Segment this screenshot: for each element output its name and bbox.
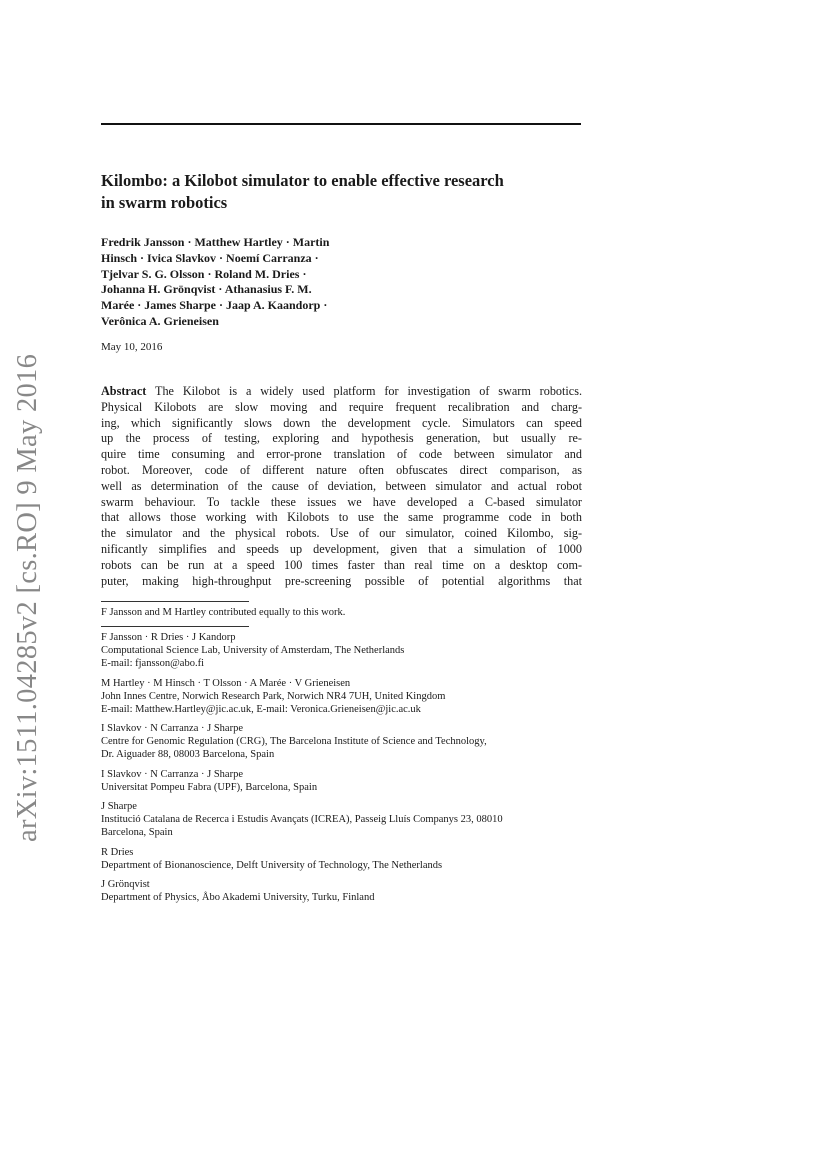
affiliation-block bbox=[101, 631, 591, 670]
affiliation-line: I Slavkov · N Carranza · J Sharpe bbox=[101, 723, 243, 734]
affiliation-email: E-mail: Matthew.Hartley@jic.ac.uk, E-mail: Veronica.Grieneisen@jic.ac.uk bbox=[101, 703, 421, 715]
author-line: Tjelvar S. G. Olsson · Roland M. Dries · bbox=[101, 266, 307, 281]
paper-title bbox=[101, 170, 581, 214]
affiliation-block bbox=[101, 677, 591, 716]
author-line: Johanna H. Grönqvist · Athanasius F. M. bbox=[101, 282, 312, 297]
abstract-line: puter, making high-throughput pre-screening possible of potential algorithms that bbox=[101, 573, 582, 588]
affiliation-line: Department of Bionanoscience, Delft University of Technology, The Netherlands bbox=[101, 859, 443, 871]
affiliation-line: M Hartley · M Hinsch · T Olsson · A Marée · V Grieneisen bbox=[101, 677, 351, 689]
abstract-line bbox=[101, 384, 582, 400]
publication-date: May 10, 2016 bbox=[101, 341, 163, 353]
abstract-line: robot. Moreover, code of different nature often obfuscates direct comparison, as bbox=[101, 462, 582, 477]
affiliation-line: Dr. Aiguader 88, 08003 Barcelona, Spain bbox=[101, 749, 275, 760]
affiliation-line: I Slavkov · N Carranza · J Sharpe bbox=[101, 768, 243, 780]
affiliation-line: Institució Catalana de Recerca i Estudis Avançats (ICREA), Passeig Lluís Companys 23, 08010 bbox=[101, 814, 503, 825]
abstract-line: swarm behaviour. To tackle these issues we have developed a C-based simulator bbox=[101, 494, 582, 509]
author-line: Marée · James Sharpe · Jaap A. Kaandorp · bbox=[101, 298, 328, 313]
abstract-line: that allows those working with Kilobots to use the same programme code in both bbox=[101, 510, 582, 525]
abstract-label: Abstract bbox=[101, 384, 147, 398]
title-line: in swarm robotics bbox=[101, 193, 228, 212]
affiliation-line: R Dries bbox=[101, 846, 134, 858]
title-line: Kilombo: a Kilobot simulator to enable effective research bbox=[101, 171, 504, 190]
author-line: Hinsch · Ivica Slavkov · Noemí Carranza · bbox=[101, 250, 319, 265]
affiliation-line: Barcelona, Spain bbox=[101, 827, 173, 838]
author-line: Verônica A. Grieneisen bbox=[101, 313, 219, 328]
affiliation-line: F Jansson · R Dries · J Kandorp bbox=[101, 632, 236, 643]
affiliation-block bbox=[101, 878, 591, 904]
abstract-line: the simulator and the physical robots. Use of our simulator, coined Kilombo, sig- bbox=[101, 526, 582, 541]
footnote-divider bbox=[101, 626, 249, 627]
author-list bbox=[101, 235, 411, 330]
affiliation-block bbox=[101, 722, 591, 761]
abstract-line: well as determination of the cause of deviation, between simulator and actual robot bbox=[101, 478, 582, 493]
footnote-divider bbox=[101, 601, 249, 602]
affiliation-line: Universitat Pompeu Fabra (UPF), Barcelona, Spain bbox=[101, 781, 318, 793]
abstract bbox=[101, 384, 582, 589]
abstract-line: up the process of testing, exploring and hypothesis generation, but usually re- bbox=[101, 431, 582, 446]
affiliation-block bbox=[101, 846, 591, 872]
affiliation-line: J Grönqvist bbox=[101, 879, 150, 890]
abstract-line: robots can be run at a speed 100 times faster than real time on a desktop com- bbox=[101, 557, 582, 572]
contribution-note: F Jansson and M Hartley contributed equally to this work. bbox=[101, 607, 346, 618]
affiliation-line: Centre for Genomic Regulation (CRG), The Barcelona Institute of Science and Technology, bbox=[101, 736, 487, 747]
abstract-line: Physical Kilobots are slow moving and require frequent recalibration and charg- bbox=[101, 399, 582, 414]
author-line: Fredrik Jansson · Matthew Hartley · Martin bbox=[101, 235, 330, 249]
abstract-line: ing, which significantly slows down the development cycle. Simulators can speed bbox=[101, 415, 582, 430]
affiliation-line: John Innes Centre, Norwich Research Park, Norwich NR4 7UH, United Kingdom bbox=[101, 690, 446, 702]
affiliation-line: Computational Science Lab, University of Amsterdam, The Netherlands bbox=[101, 645, 405, 656]
affiliations bbox=[101, 631, 591, 911]
affiliation-block bbox=[101, 800, 591, 839]
affiliation-line: J Sharpe bbox=[101, 801, 137, 812]
affiliation-email: E-mail: fjansson@abo.fi bbox=[101, 658, 204, 669]
abstract-line: nificantly simplifies and speeds up development, given that a simulation of 1000 bbox=[101, 541, 582, 556]
abstract-line: quire time consuming and error-prone translation of code between simulator and bbox=[101, 447, 582, 462]
abstract-text: The Kilobot is a widely used platform for investigation of swarm robotics. bbox=[155, 384, 582, 398]
arxiv-identifier: arXiv:1511.04285v2 [cs.RO] 9 May 2016 bbox=[12, 353, 43, 842]
top-rule bbox=[101, 123, 581, 125]
affiliation-block bbox=[101, 768, 591, 794]
affiliation-line: Department of Physics, Åbo Akademi University, Turku, Finland bbox=[101, 892, 375, 903]
